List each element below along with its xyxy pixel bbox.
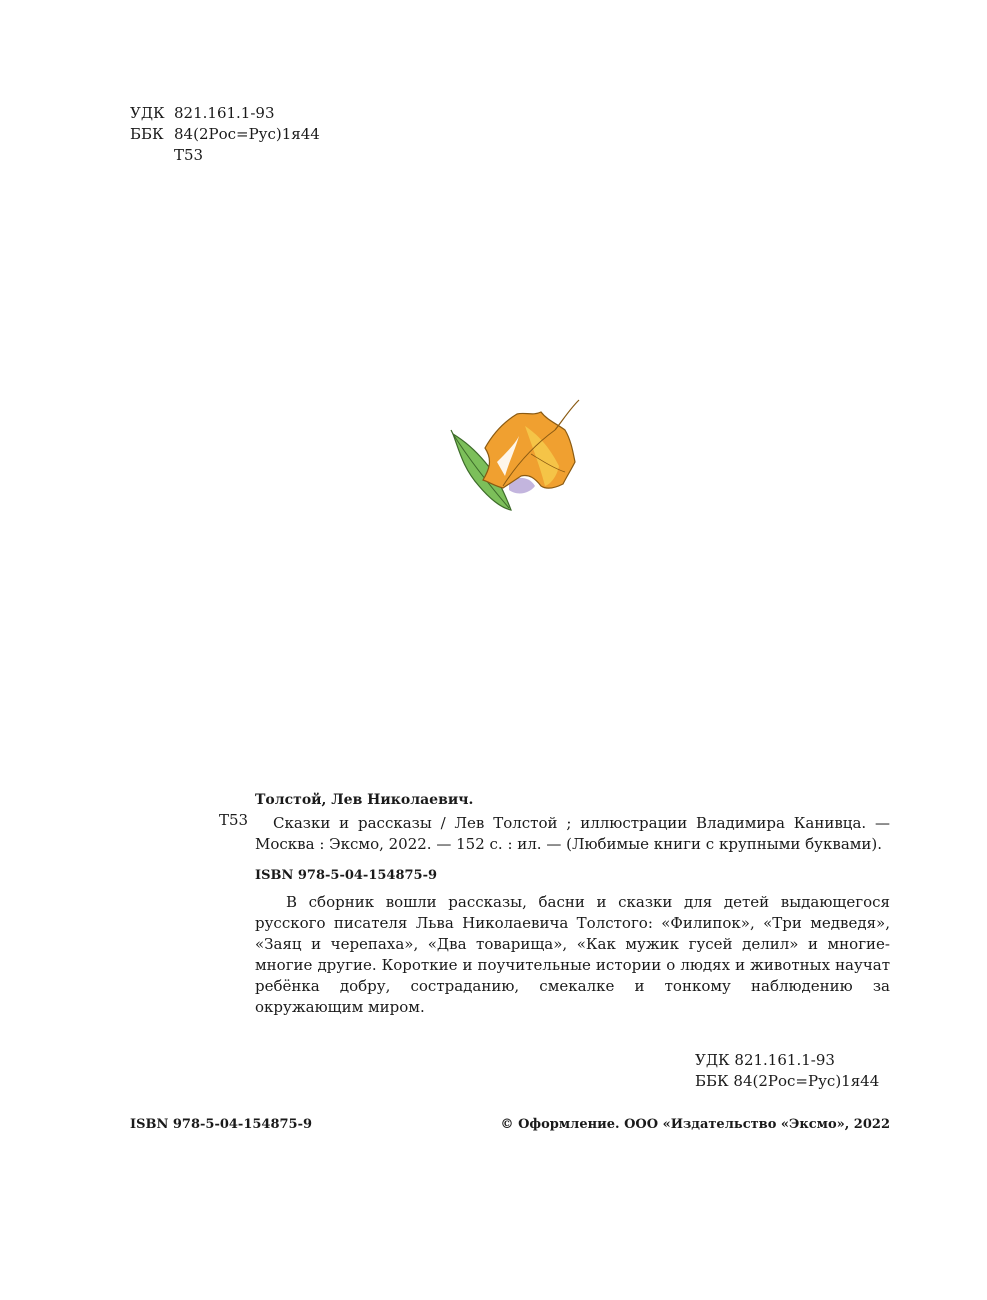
card-description: Сказки и рассказы / Лев Толстой ; иллюстрации Владимира Канивца. — Москва : Эксмо, 2022. — 152 с. : ил. — (Любимые книги с крупными буквами). xyxy=(255,814,890,853)
footer-isbn: ISBN 978-5-04-154875-9 xyxy=(130,1117,313,1132)
card-isbn: ISBN 978-5-04-154875-9 xyxy=(255,868,438,883)
card-author: Толстой, Лев Николаевич. xyxy=(255,792,474,808)
udk-label: УДК xyxy=(130,104,165,122)
author-mark: Т53 xyxy=(174,146,204,164)
udk-row xyxy=(130,103,320,124)
udk-value: 821.161.1-93 xyxy=(174,104,275,122)
bbk-label: ББК xyxy=(130,125,164,143)
bbk-row xyxy=(130,124,320,145)
classification-codes xyxy=(130,103,320,166)
card-bbk: ББК 84(2Рос=Рус)1я44 xyxy=(695,1072,880,1090)
card-udk: УДК 821.161.1-93 xyxy=(695,1051,835,1069)
bbk-value: 84(2Рос=Рус)1я44 xyxy=(174,125,320,143)
card-classification xyxy=(695,1050,879,1092)
card-author-mark: Т53 xyxy=(219,811,249,829)
autumn-leaves-icon xyxy=(445,390,585,520)
card-annotation: В сборник вошли рассказы, басни и сказки для детей выдающегося русского писателя Льва Николаевича Толстого: «Филипок», «Три медведя», «Заяц и черепаха», «Два товарища», «Как мужик гусей делил» и многие-многие другие. Короткие и поучительные истории о людях и животных научат ребёнка добру, состраданию, смекалке и тонкому наблюдению за окружающим миром. xyxy=(255,893,890,1016)
catalog-card xyxy=(255,790,890,1018)
footer-copyright: © Оформление. ООО «Издательство «Эксмо», 2022 xyxy=(500,1117,890,1132)
